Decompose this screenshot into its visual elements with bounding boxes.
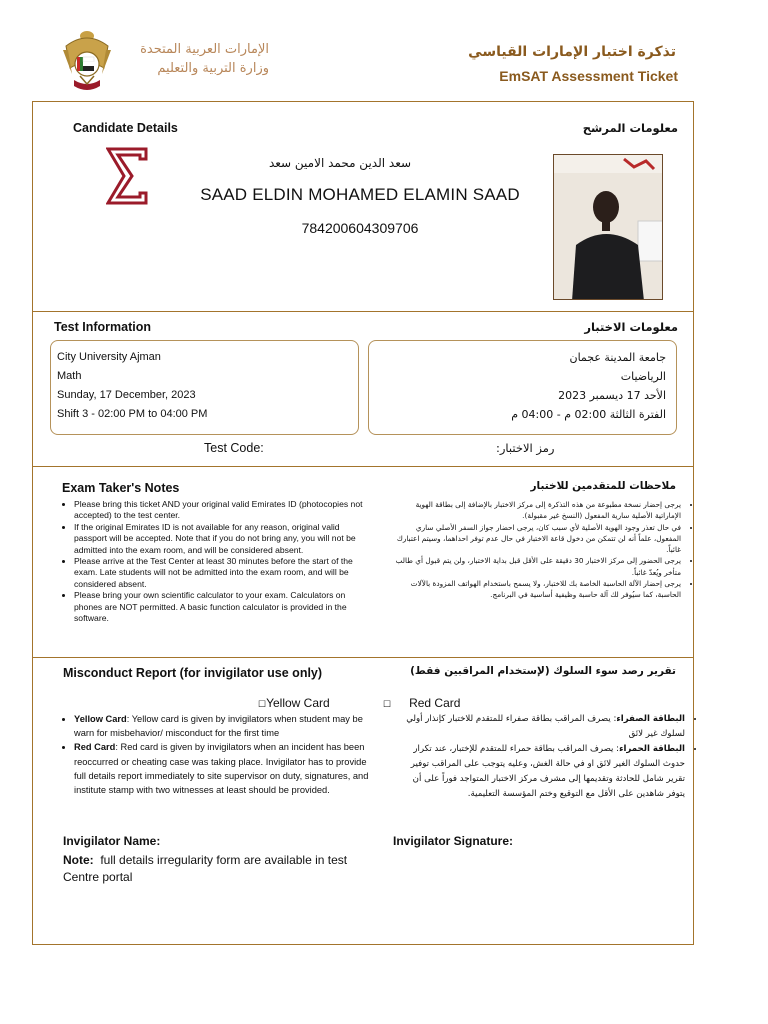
invigilator-signature-label: Invigilator Signature:	[393, 834, 514, 848]
ministry-name	[124, 40, 269, 78]
test-subject-en: Math	[57, 370, 82, 382]
yellow-card-label: Yellow Card	[266, 696, 330, 710]
test-date-en: Sunday, 17 December, 2023	[57, 389, 196, 401]
ticket-title-ar: تذكرة اختبار الإمارات القياسي	[468, 44, 676, 60]
section-divider	[32, 466, 694, 467]
candidate-heading-ar: معلومات المرشح	[582, 121, 678, 135]
ministry-country-ar: الإمارات العربية المتحدة	[140, 42, 269, 57]
ticket-title-en: EmSAT Assessment Ticket	[499, 68, 678, 84]
candidate-name-en: SAAD ELDIN MOHAMED ELAMIN SAAD	[200, 185, 520, 204]
notes-heading-en: Exam Taker's Notes	[62, 481, 180, 495]
red-card-label: Red Card	[409, 696, 461, 710]
notes-list-ar	[395, 499, 693, 601]
test-center-en: City University Ajman	[57, 351, 161, 363]
test-info-heading-ar: معلومات الاختبار	[584, 320, 678, 334]
ministry-name-ar: وزارة التربية والتعليم	[157, 61, 269, 76]
test-code-label-ar: رمز الاختبار:	[496, 441, 555, 455]
yellow-card-rule-en: • Yellow Card: Yellow card is given by invigilators when student may be warn for misbehavior/ misconduct for the first time	[74, 712, 370, 740]
candidate-photo	[553, 154, 663, 300]
misconduct-list-en	[62, 712, 370, 797]
test-subject-ar: الرياضيات	[620, 370, 666, 383]
candidate-heading-en: Candidate Details	[73, 121, 178, 135]
invigilator-name-label: Invigilator Name:	[63, 834, 161, 848]
note-item-ar: • يرجى إحضار نسخة مطبوعة من هذه التذكرة إلى مركز الاختبار بالإضافة إلى بطاقة الهوية الإماراتية الأصلية سارية المفعول (النسخ غير مقبولة).	[395, 499, 681, 522]
test-info-heading-en: Test Information	[54, 320, 151, 334]
red-card-rule-en: • Red Card: Red card is given by invigilators when an incident has been reoccurred or cheating case was taking place. Invigilator has to provide full details report immediately to site supervisor on duty, signatures, and institute stamp with two witnesses at least should be provided.	[74, 740, 370, 797]
note-label: Note:	[63, 853, 94, 867]
misconduct-heading-en: Misconduct Report (for invigilator use only)	[63, 666, 323, 680]
red-card-rule-ar: • البطاقة الحمراء: يصرف المراقب بطاقة حمراء للمتقدم للإختبار، عند تكرار حدوث السلوك الغير لائق او في حالة الغش، وعليه يتوجب على المراقب توفير تقرير شامل للحادثة وتقديمها إلى مشرف مركز الاختبار المتواجد فوراً على أن يتوفر شاهدين على الأقل مع التوقيع وختم المؤسسة التعليمية.	[395, 742, 685, 802]
note-item-ar: • يرجى إحضار الآلة الحاسبة الخاصة بك للاختبار، ولا يسمح باستخدام الهواتف المزودة بالآلات الحاسبة، كما سيُوفر لك آلة حاسبة وظيفية أساسية في البرنامج.	[395, 578, 681, 601]
note-item-en: • Please arrive at the Test Center at least 30 minutes before the start of the exam. Late students will not be admitted into the exam room, and will be considered absent.	[74, 556, 374, 590]
test-code-label-en: Test Code:	[204, 441, 264, 455]
test-info-box-ar	[368, 340, 677, 435]
note-item-en: • Please bring this ticket AND your original valid Emirates ID (photocopies not accepted) to the test center.	[74, 499, 374, 522]
test-info-box-en	[50, 340, 359, 435]
yellow-card-option[interactable]	[258, 696, 330, 710]
misconduct-heading-ar: تقرير رصد سوء السلوك (لإستخدام المراقبين فقط)	[410, 665, 676, 677]
yellow-card-rule-ar: • البطاقة الصفراء: يصرف المراقب بطاقة صفراء للمتقدم للاختبار كإنذار أولي لسلوك غير لائق	[395, 712, 685, 742]
candidate-id: 784200604309706	[301, 220, 419, 236]
portal-note	[63, 852, 383, 886]
test-shift-ar: الفترة الثالثة 02:00 م - 04:00 م	[511, 408, 666, 421]
note-text: full details irregularity form are available in test Centre portal	[63, 853, 348, 884]
note-item-en: • If the original Emirates ID is not available for any reason, original valid passport will be accepted. Note that if you do not bring any, you will not be admitted into the exam room, and will be considered absent.	[74, 522, 374, 556]
notes-heading-ar: ملاحظات للمتقدمين للاختبار	[530, 480, 676, 492]
test-center-ar: جامعة المدينة عجمان	[569, 351, 666, 364]
note-item-ar: • يرجى الحضور إلى مركز الاختبار 30 دقيقة على الأقل قبل بداية الاختبار، ولن يتم قبول أي طالب متأخر ويُعدّ غائباً.	[395, 555, 681, 578]
section-divider	[32, 311, 694, 312]
yellow-card-checkbox[interactable]: ☐	[258, 699, 267, 709]
notes-list-en	[62, 499, 374, 624]
red-card-checkbox[interactable]: ☐	[383, 699, 392, 709]
test-date-ar: الأحد 17 ديسمبر 2023	[558, 389, 666, 402]
uae-emblem-icon	[60, 28, 114, 96]
note-item-ar: • في حال تعذر وجود الهوية الأصلية لأي سبب كان، يرجى احضار جواز السفر الأصلي ساري المفعول، علماً أنه لن تتمكن من دخول قاعة الاختبار في حال عدم توفر احداهما، وسيتم اعتبارك غائباً.	[395, 522, 681, 556]
section-divider	[32, 657, 694, 658]
sigma-logo-icon	[106, 147, 148, 205]
note-item-en: • Please bring your own scientific calculator to your exam. Calculators on phones are NOT permitted. A basic function calculator is provided in the software.	[74, 590, 374, 624]
misconduct-list-ar	[395, 712, 697, 802]
red-card-option[interactable]	[383, 696, 460, 710]
test-shift-en: Shift 3 - 02:00 PM to 04:00 PM	[57, 408, 208, 420]
candidate-name-ar: سعد الدين محمد الامين سعد	[268, 156, 412, 170]
